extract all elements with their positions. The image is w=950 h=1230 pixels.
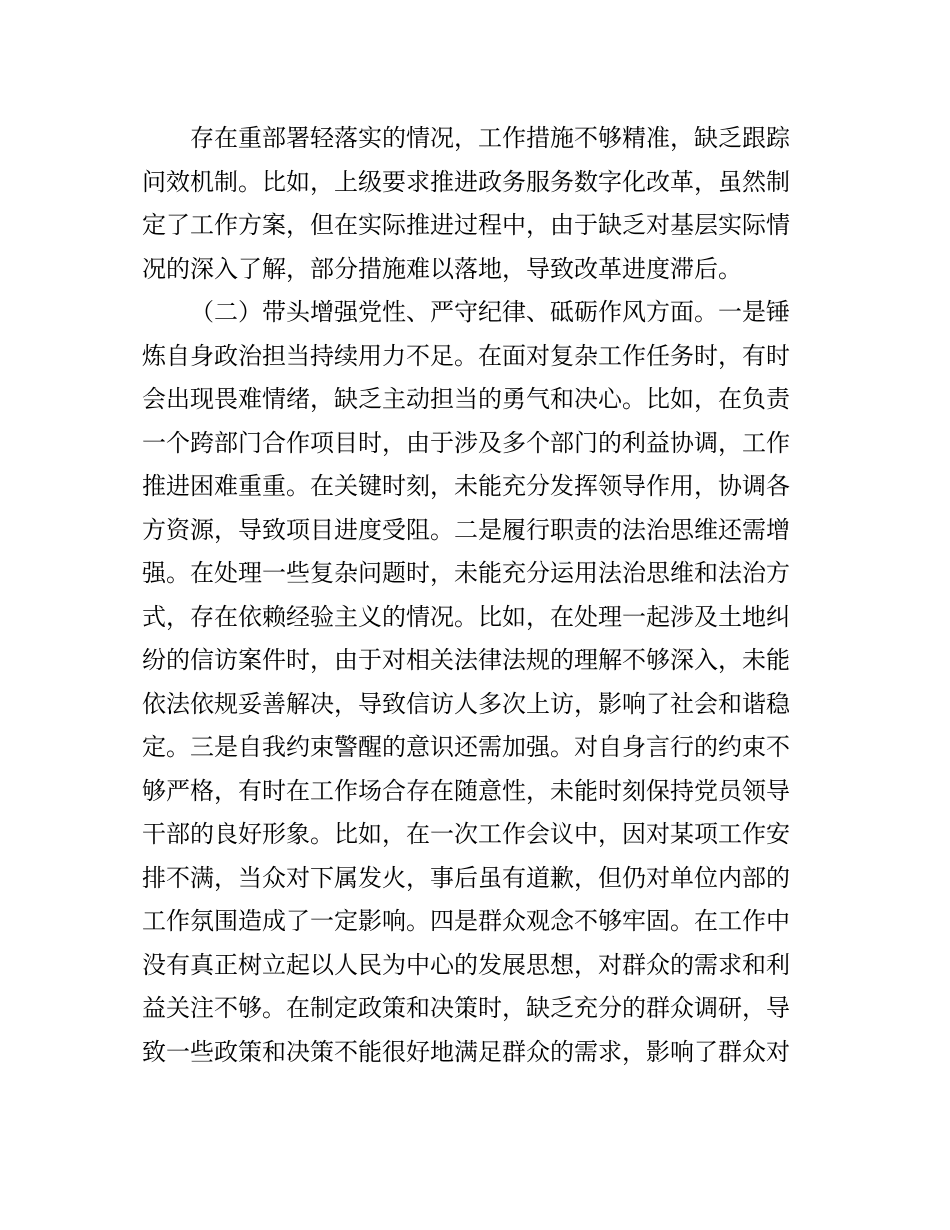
text-line: 问效机制。比如，上级要求推进政务服务数字化改革，虽然制 (142, 167, 790, 196)
text-line: 依法依规妥善解决，导致信访人多次上访，影响了社会和谐稳 (142, 689, 790, 718)
text-line: 没有真正树立起以人民为中心的发展思想，对群众的需求和利 (142, 950, 790, 979)
text-line: 致一些政策和决策不能很好地满足群众的需求，影响了群众对 (142, 1037, 790, 1066)
text-line: 式，存在依赖经验主义的情况。比如，在处理一起涉及土地纠 (142, 602, 790, 631)
text-line: 干部的良好形象。比如，在一次工作会议中，因对某项工作安 (142, 820, 790, 848)
text-line: 定了工作方案，但在实际推进过程中，由于缺乏对基层实际情 (142, 211, 790, 239)
text-line: 况的深入了解，部分措施难以落地，导致改革进度滞后。 (142, 254, 742, 283)
text-line: 一个跨部门合作项目时，由于涉及多个部门的利益协调，工作 (142, 428, 790, 457)
text-line: 定。三是自我约束警醒的意识还需加强。对自身言行的约束不 (142, 733, 790, 761)
paragraph-1 (142, 117, 818, 291)
text-line: 纷的信访案件时，由于对相关法律法规的理解不够深入，未能 (142, 646, 790, 674)
text-line: 存在重部署轻落实的情况，工作措施不够精准，缺乏跟踪 (190, 124, 790, 152)
text-line: 排不满，当众对下属发火，事后虽有道歉，但仍对单位内部的 (142, 863, 790, 892)
paragraph-2 (142, 291, 818, 1074)
text-line: 工作氛围造成了一定影响。四是群众观念不够牢固。在工作中 (142, 907, 790, 935)
text-line: 推进困难重重。在关键时刻，未能充分发挥领导作用，协调各 (142, 472, 790, 500)
text-line: 强。在处理一些复杂问题时，未能充分运用法治思维和法治方 (142, 559, 790, 587)
document-body (142, 117, 818, 1074)
text-line: 益关注不够。在制定政策和决策时，缺乏充分的群众调研，导 (142, 994, 790, 1022)
text-line: 方资源，导致项目进度受阻。二是履行职责的法治思维还需增 (142, 515, 790, 544)
text-line: 炼自身政治担当持续用力不足。在面对复杂工作任务时，有时 (142, 341, 790, 370)
text-line: 够严格，有时在工作场合存在随意性，未能时刻保持党员领导 (142, 776, 790, 805)
text-line: （二）带头增强党性、严守纪律、砥砺作风方面。一是锤 (190, 298, 790, 326)
text-line: 会出现畏难情绪，缺乏主动担当的勇气和决心。比如，在负责 (142, 385, 790, 413)
